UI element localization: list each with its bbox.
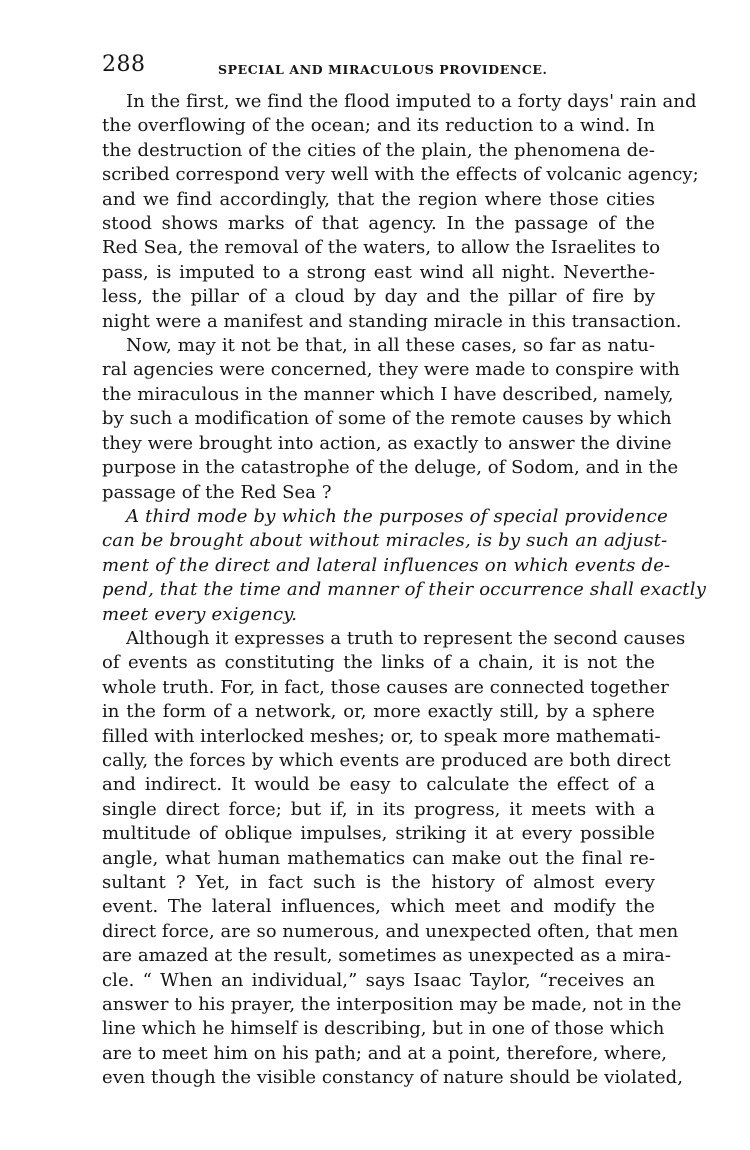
text-line: angle, what human mathematics can make out the final re-: [102, 847, 655, 869]
text-line: direct force, are so numerous, and unexpected often, that men: [102, 920, 679, 942]
text-line: filled with interlocked meshes; or, to speak more mathemati-: [102, 725, 661, 747]
text-line: answer to his prayer, the interposition may be made, not in the: [102, 994, 682, 1016]
text-line: A third mode by which the purposes of special providence: [126, 505, 668, 527]
text-line: the overflowing of the ocean; and its reduction to a wind. In: [102, 115, 655, 137]
text-line: they were brought into action, as exactly to answer the divine: [102, 432, 672, 454]
text-line: ral agencies were concerned, they were made to conspire with: [102, 359, 680, 381]
text-line: cally, the forces by which events are produced are both direct: [102, 749, 671, 771]
text-line: the miraculous in the manner which I have described, namely,: [102, 383, 674, 405]
text-line: of events as constituting the links of a chain, it is not the: [102, 652, 655, 674]
paragraph: [102, 90, 699, 334]
text-line: pend, that the time and manner of their occurrence shall exactly: [102, 579, 707, 601]
book-page: [102, 52, 707, 1091]
body-text: [102, 90, 707, 1091]
text-line: cle. “ When an individual,” says Isaac Taylor, “receives an: [102, 969, 655, 991]
text-line: Red Sea, the removal of the waters, to allow the Israelites to: [102, 237, 661, 259]
running-head: SPECIAL AND MIRACULOUS PROVIDENCE.: [218, 62, 548, 77]
text-line: multitude of oblique impulses, striking it at every possible: [102, 823, 655, 845]
text-line: sultant ? Yet, in fact such is the history of almost every: [102, 872, 655, 893]
paragraph: [102, 627, 686, 1091]
page-number: 288: [102, 52, 146, 77]
text-line: even though the visible constancy of nature should be violated,: [102, 1067, 683, 1089]
text-line: In the first, we find the flood imputed to a forty days' rain and: [126, 91, 697, 112]
text-line: can be brought about without miracles, is by such an adjust-: [102, 530, 668, 552]
text-line: in the form of a network, or, more exactly still, by a sphere: [102, 701, 655, 723]
text-line: stood shows marks of that agency. In the passage of the: [102, 213, 655, 235]
text-line: whole truth. For, in fact, those causes are connected together: [102, 676, 669, 698]
text-line: Although it expresses a truth to represent the second causes: [126, 627, 686, 649]
text-line: night were a manifest and standing miracle in this transaction.: [102, 310, 682, 332]
text-line: pass, is imputed to a strong east wind all night. Neverthe-: [102, 261, 655, 283]
text-line: and we find accordingly, that the region where those cities: [102, 188, 655, 210]
text-line: line which he himself is describing, but in one of those which: [102, 1018, 665, 1040]
text-line: purpose in the catastrophe of the deluge, of Sodom, and in the: [102, 457, 679, 479]
text-line: and indirect. It would be easy to calculate the effect of a: [102, 774, 655, 796]
text-line: Now, may it not be that, in all these cases, so far as natu-: [126, 335, 655, 357]
text-line: by such a modification of some of the remote causes by which: [102, 408, 672, 430]
text-line: single direct force; but if, in its progress, it meets with a: [102, 798, 655, 820]
paragraph: [102, 505, 707, 627]
text-line: are to meet him on his path; and at a point, therefore, where,: [102, 1042, 668, 1064]
text-line: ment of the direct and lateral influences on which events de-: [102, 554, 671, 576]
text-line: meet every exigency.: [102, 603, 298, 625]
text-line: event. The lateral influences, which meet and modify the: [102, 896, 655, 918]
text-line: passage of the Red Sea ?: [102, 481, 332, 503]
text-line: less, the pillar of a cloud by day and the pillar of fire by: [102, 286, 655, 308]
text-line: scribed correspond very well with the effects of volcanic agency;: [102, 164, 699, 186]
text-line: are amazed at the result, sometimes as unexpected as a mira-: [102, 945, 671, 967]
text-line: the destruction of the cities of the plain, the phenomena de-: [102, 139, 655, 161]
paragraph: [102, 334, 680, 505]
page-header: [102, 52, 655, 84]
